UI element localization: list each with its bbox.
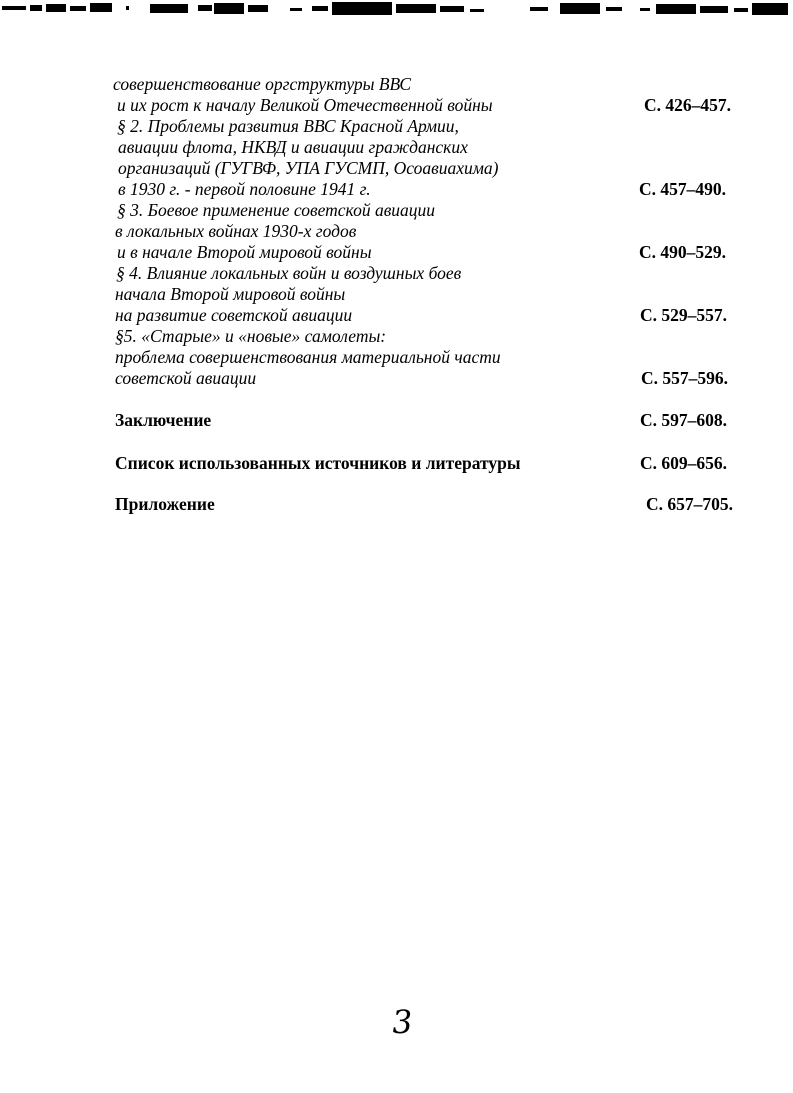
toc-page-range: С. 557–596. [641,368,729,388]
toc-line: совершенствование оргструктуры ВВС [113,74,412,94]
toc-line: в локальных войнах 1930-х годов [115,221,357,241]
toc-line: авиации флота, НКВД и авиации гражданских [118,137,468,157]
toc-page-range: С. 657–705. [646,494,734,514]
scan-noise-strip [0,0,793,26]
toc-line: и в начале Второй мировой войны [117,242,372,262]
toc-page-range: С. 529–557. [640,305,728,325]
toc-line: и их рост к началу Великой Отечественной войны [117,95,493,115]
toc-line: в 1930 г. - первой половине 1941 г. [118,179,371,199]
toc-line: § 2. Проблемы развития ВВС Красной Армии, [117,116,459,136]
toc-page-range: С. 597–608. [640,410,728,430]
toc-page-range: С. 609–656. [640,453,728,473]
toc-page-range: С. 457–490. [639,179,727,199]
page-number: 3 [389,1003,416,1041]
section-title-conclusion: Заключение [115,410,212,430]
section-title-sources: Список использованных источников и литературы [115,453,521,473]
toc-line: организаций (ГУГВФ, УПА ГУСМП, Осоавиахима) [118,158,499,178]
toc-line: советской авиации [115,368,257,388]
toc-line: на развитие советской авиации [115,305,353,325]
toc-page-range: С. 426–457. [644,95,732,115]
toc-line: § 3. Боевое применение советской авиации [117,200,436,220]
toc-page-range: С. 490–529. [639,242,727,262]
toc-line: начала Второй мировой войны [115,284,346,304]
toc-line: §5. «Старые» и «новые» самолеты: [115,326,387,346]
section-title-appendix: Приложение [115,494,215,514]
toc-line: § 4. Влияние локальных войн и воздушных боев [116,263,462,283]
toc-line: проблема совершенствования материальной части [115,347,501,367]
